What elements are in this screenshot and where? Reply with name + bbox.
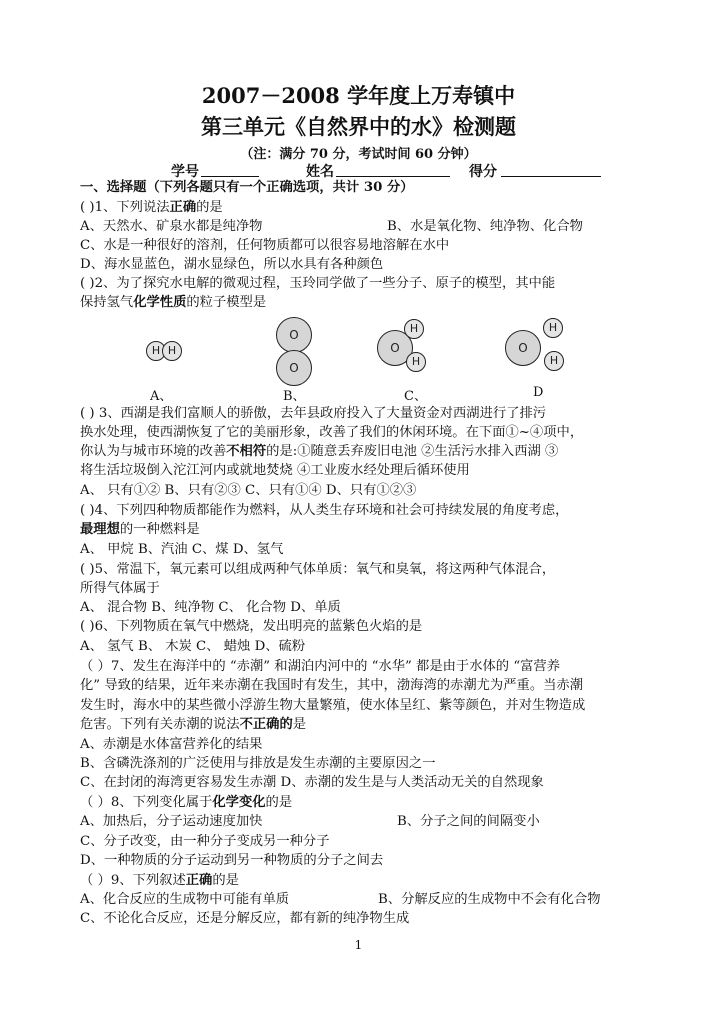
question-3-stem-cont: 将生活垃圾倒入沱江河内或就地焚烧 ④工业废水经处理后循环使用	[80, 463, 470, 478]
exam-title-line2: 第三单元《自然界中的水》检测题	[201, 114, 516, 139]
model-label-c: C、	[404, 389, 427, 404]
question-7-option-b: B、含磷洗涤剂的广泛使用与排放是发生赤潮的主要原因之一	[80, 756, 436, 771]
question-1-option-a: A、天然水、矿泉水都是纯净物	[80, 219, 263, 234]
question-1-option-d: D、海水显蓝色，湖水显绿色，所以水具有各种颜色	[80, 257, 384, 272]
question-5-stem: ( )5、常温下，氧元素可以组成两种气体单质：氧气和臭氧，将这两种气体混合，	[80, 562, 556, 577]
exam-note: （注：满分 70 分，考试时间 60 分钟）	[240, 147, 477, 162]
question-8-option-c: C、分子改变，由一种分子变成另一种分子	[80, 834, 330, 849]
question-6-options: A、 氢气 B、 木炭 C、 蜡烛 D、硫粉	[80, 639, 306, 654]
question-9-option-b: B、分解反应的生成物中不会有化合物	[378, 892, 601, 907]
student-name-label: 姓名	[306, 164, 334, 180]
question-8-option-a: A、加热后，分子运动速度加快	[80, 814, 263, 829]
model-label-a: A、	[150, 389, 173, 404]
hydrogen-atom: H	[406, 352, 426, 372]
question-8-option-b: B、分子之间的间隔变小	[397, 814, 540, 829]
score-label: 得分	[469, 164, 497, 180]
student-id-blank[interactable]	[201, 161, 259, 177]
question-9-option-a: A、化合反应的生成物中可能有单质	[80, 892, 290, 907]
question-2-stem: ( )2、为了探究水电解的微观过程，玉玲同学做了一些分子、原子的模型，其中能	[80, 276, 556, 291]
question-9-option-c: C、不论化合反应，还是分解反应，都有新的纯净物生成	[80, 911, 410, 926]
section-heading: 一、选择题（下列各题只有一个正确选项，共计 30 分）	[80, 180, 414, 195]
question-7-options-cd: C、在封闭的海湾更容易发生赤潮 D、赤潮的发生是与人类活动无关的自然现象	[80, 775, 544, 790]
question-3-stem-cont: 换水处理，使西湖恢复了它的美丽形象，改善了我们的休闲环境。在下面①~④项中，	[80, 425, 584, 440]
question-3-stem: ( ) 3、西湖是我们富顺人的骄傲，去年县政府投入了大量资金对西湖进行了排污	[80, 406, 547, 421]
page-number: 1	[354, 938, 363, 952]
hydrogen-atom: H	[543, 318, 563, 338]
question-7-stem: （ ）7、发生在海洋中的 “赤潮” 和湖泊内河中的 “水华” 都是由于水体的 “富营养	[80, 659, 561, 674]
hydrogen-atom: H	[146, 341, 166, 361]
score-blank[interactable]	[501, 161, 601, 177]
oxygen-atom: O	[377, 330, 413, 366]
question-8-option-d: D、一种物质的分子运动到另一种物质的分子之间去	[80, 853, 384, 868]
question-7-option-a: A、赤潮是水体富营养化的结果	[80, 737, 263, 752]
question-7-stem-cont: 化” 导致的结果，近年来赤潮在我国时有发生，其中，渤海湾的赤潮尤为严重。当赤潮	[80, 678, 584, 693]
question-5-stem-cont: 所得气体属于	[80, 581, 160, 596]
oxygen-atom: O	[276, 317, 312, 353]
model-label-b: B、	[283, 389, 306, 404]
question-2-stem-cont: 保持氢气化学性质的粒子模型是	[80, 295, 267, 310]
question-3-options: A、 只有①② B、只有②③ C、只有①④ D、只有①②③	[80, 483, 417, 498]
question-1-option-c: C、水是一种很好的溶剂，任何物质都可以很容易地溶解在水中	[80, 238, 450, 253]
question-9-stem: （ ）9、下列叙述正确的是	[80, 873, 239, 888]
model-label-d: D	[533, 385, 544, 400]
question-5-options: A、 混合物 B、纯净物 C、 化合物 D、单质	[80, 600, 341, 615]
question-4-options: A、 甲烷 B、汽油 C、煤 D、氢气	[80, 542, 284, 557]
exam-title-line1: 2007－2008 学年度上万寿镇中	[201, 83, 516, 108]
question-1-option-b: B、水是氧化物、纯净物、化合物	[387, 219, 583, 234]
question-7-stem-cont: 危害。下列有关赤潮的说法不正确的是	[80, 717, 307, 732]
question-4-stem: ( )4、下列四种物质都能作为燃料，从人类生存环境和社会可持续发展的角度考虑，	[80, 503, 569, 518]
hydrogen-atom: H	[544, 351, 564, 371]
question-8-stem: （ ）8、下列变化属于化学变化的是	[80, 795, 293, 810]
oxygen-atom: O	[276, 350, 312, 386]
oxygen-atom: O	[505, 330, 541, 366]
question-3-stem-cont: 你认为与城市环境的改善不相符的是:①随意丢弃废旧电池 ②生活污水排入西湖 ③	[80, 444, 559, 459]
hydrogen-atom: H	[404, 319, 424, 339]
question-1-stem: ( )1、下列说法正确的是	[80, 200, 223, 215]
hydrogen-atom: H	[162, 341, 182, 361]
question-4-stem-cont: 最理想的一种燃料是	[80, 522, 200, 537]
question-6-stem: ( )6、下列物质在氧气中燃烧，发出明亮的蓝紫色火焰的是	[80, 619, 423, 634]
student-name-blank[interactable]	[336, 161, 450, 177]
student-id-label: 学号	[171, 164, 199, 180]
question-7-stem-cont: 发生时，海水中的某些微小浮游生物大量繁殖，使水体呈红、紫等颜色，并对生物造成	[80, 698, 586, 713]
